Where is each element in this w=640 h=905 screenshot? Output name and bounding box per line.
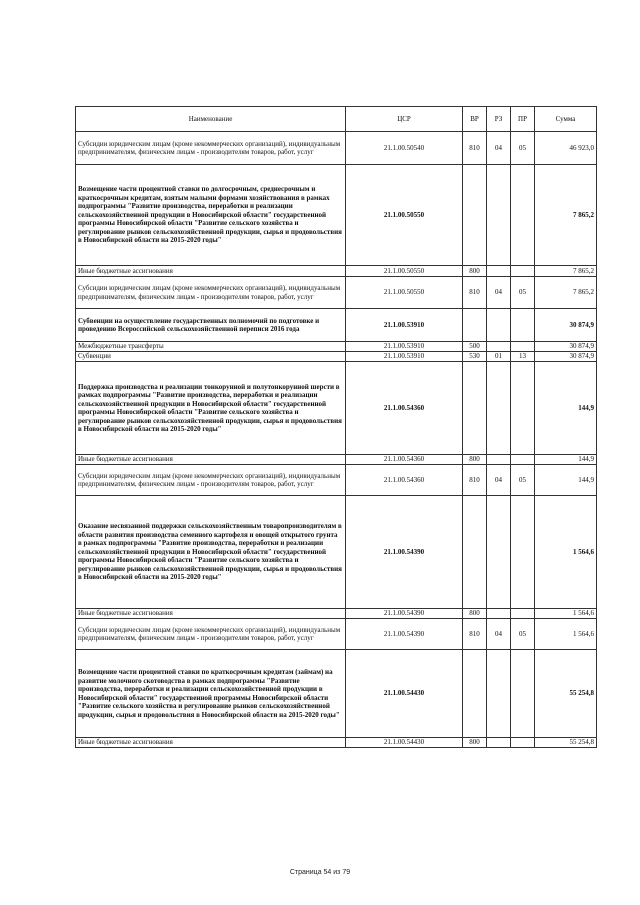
- row-code: 21.1.00.50540: [346, 132, 463, 165]
- row-pr: 05: [511, 277, 535, 309]
- table-row: [76, 352, 597, 362]
- row-name: Субсидии юридическим лицам (кроме некоммерческих организаций), индивидуальным предпринимателям, физическим лицам - производителям товаров, работ, услуг: [76, 277, 346, 309]
- row-rz: [487, 650, 511, 738]
- table-row: [76, 455, 597, 465]
- row-vr: 800: [463, 738, 487, 748]
- row-sum: 55 254,8: [535, 650, 597, 738]
- row-code: 21.1.00.54390: [346, 619, 463, 650]
- row-name: Межбюджетные трансферты: [76, 342, 346, 352]
- row-pr: [511, 266, 535, 277]
- row-name: Иные бюджетные ассигнования: [76, 609, 346, 619]
- row-rz: [487, 165, 511, 266]
- row-code: 21.1.00.54390: [346, 496, 463, 609]
- row-rz: 01: [487, 352, 511, 362]
- row-code: 21.1.00.50550: [346, 165, 463, 266]
- row-name: Субсидии юридическим лицам (кроме некоммерческих организаций), индивидуальным предпринимателям, физическим лицам - производителям товаров, работ, услуг: [76, 132, 346, 165]
- table-row: [76, 277, 597, 309]
- header-vr: ВР: [463, 107, 487, 132]
- row-vr: [463, 496, 487, 609]
- row-name: Субсидии юридическим лицам (кроме некоммерческих организаций), индивидуальным предпринимателям, физическим лицам - производителям товаров, работ, услуг: [76, 619, 346, 650]
- budget-table: [75, 106, 597, 748]
- row-rz: [487, 496, 511, 609]
- row-rz: [487, 309, 511, 342]
- row-code: 21.1.00.54390: [346, 609, 463, 619]
- table-row: [76, 362, 597, 455]
- row-rz: [487, 362, 511, 455]
- row-vr: 800: [463, 455, 487, 465]
- row-sum: 7 865,2: [535, 277, 597, 309]
- row-name: Оказание несвязанной поддержки сельскохозяйственным товаропроизводителям в области развития производства семенного картофеля и овощей открытого грунта в рамках подпрограммы "Развитие производства, переработки и реализации сельскохозяйственной продукции в Новосибирской области" государственной программы Новосибирской области "Развитие сельского хозяйства и регулирование рынков сельскохозяйственной продукции, сырья и продовольствия в Новосибирской области на 2015-2020 годы": [76, 496, 346, 609]
- row-rz: [487, 266, 511, 277]
- row-code: 21.1.00.54360: [346, 455, 463, 465]
- page-number: Страница 54 из 79: [289, 869, 351, 876]
- row-pr: 05: [511, 132, 535, 165]
- row-code: 21.1.00.54430: [346, 650, 463, 738]
- table-row: [76, 496, 597, 609]
- table-row: [76, 650, 597, 738]
- row-vr: [463, 362, 487, 455]
- row-vr: 500: [463, 342, 487, 352]
- row-pr: [511, 650, 535, 738]
- row-name: Субсидии юридическим лицам (кроме некоммерческих организаций), индивидуальным предпринимателям, физическим лицам - производителям товаров, работ, услуг: [76, 465, 346, 496]
- row-sum: 144,9: [535, 455, 597, 465]
- row-sum: 30 874,9: [535, 342, 597, 352]
- row-vr: [463, 309, 487, 342]
- header-rz: РЗ: [487, 107, 511, 132]
- row-rz: 04: [487, 132, 511, 165]
- row-vr: 530: [463, 352, 487, 362]
- header-pr: ПР: [511, 107, 535, 132]
- row-rz: [487, 455, 511, 465]
- row-rz: [487, 609, 511, 619]
- row-code: 21.1.00.50550: [346, 266, 463, 277]
- row-sum: 1 564,6: [535, 619, 597, 650]
- table-row: [76, 465, 597, 496]
- row-sum: 1 564,6: [535, 609, 597, 619]
- row-pr: [511, 309, 535, 342]
- header-code: ЦСР: [346, 107, 463, 132]
- header-name: Наименование: [76, 107, 346, 132]
- row-rz: 04: [487, 465, 511, 496]
- row-name: Субвенции: [76, 352, 346, 362]
- row-pr: 13: [511, 352, 535, 362]
- table-row: [76, 619, 597, 650]
- row-rz: [487, 342, 511, 352]
- row-sum: 30 874,9: [535, 309, 597, 342]
- row-pr: [511, 609, 535, 619]
- row-pr: [511, 165, 535, 266]
- row-name: Поддержка производства и реализации тонкорунной и полутонкорунной шерсти в рамках подпрограммы "Развитие производства, переработки и реализации сельскохозяйственной продукции в Новосибирской области" государственной программы Новосибирской области "Развитие сельского хозяйства и регулирование рынков сельскохозяйственной продукции, сырья и продовольствия в Новосибирской области на 2015-2020 годы": [76, 362, 346, 455]
- table-row: [76, 738, 597, 748]
- table-header-row: [76, 107, 597, 132]
- row-name: Возмещение части процентной ставки по краткосрочным кредитам (займам) на развитие молочного скотоводства в рамках подпрограммы "Развитие производства, переработки и реализации сельскохозяйственной продукции в Новосибирской области" государственной программы Новосибирской области "Развитие сельского хозяйства и регулирование рынков сельскохозяйственной продукции, сырья и продовольствия в Новосибирской области на 2015-2020 годы": [76, 650, 346, 738]
- table-row: [76, 342, 597, 352]
- row-vr: 800: [463, 266, 487, 277]
- row-sum: 144,9: [535, 465, 597, 496]
- row-vr: 810: [463, 619, 487, 650]
- row-sum: 7 865,2: [535, 266, 597, 277]
- row-vr: [463, 650, 487, 738]
- row-vr: 810: [463, 465, 487, 496]
- row-sum: 30 874,9: [535, 352, 597, 362]
- row-code: 21.1.00.54430: [346, 738, 463, 748]
- row-vr: [463, 165, 487, 266]
- row-pr: 05: [511, 465, 535, 496]
- row-name: Иные бюджетные ассигнования: [76, 738, 346, 748]
- row-code: 21.1.00.50550: [346, 277, 463, 309]
- table-row: [76, 609, 597, 619]
- row-name: Возмещение части процентной ставки по долгосрочным, среднесрочным и краткосрочным кредитам, взятым малыми формами хозяйствования в рамках подпрограммы "Развитие производства, переработки и реализации сельскохозяйственной продукции в Новосибирской области" государственной программы Новосибирской области "Развитие сельского хозяйства и регулирование рынков сельскохозяйственной продукции, сырья и продовольствия в Новосибирской области на 2015-2020 годы": [76, 165, 346, 266]
- row-pr: [511, 738, 535, 748]
- row-name: Иные бюджетные ассигнования: [76, 455, 346, 465]
- table-row: [76, 132, 597, 165]
- row-sum: 7 865,2: [535, 165, 597, 266]
- row-sum: 1 564,6: [535, 496, 597, 609]
- row-rz: [487, 738, 511, 748]
- row-code: 21.1.00.54360: [346, 362, 463, 455]
- row-pr: 05: [511, 619, 535, 650]
- row-pr: [511, 362, 535, 455]
- row-vr: 810: [463, 277, 487, 309]
- table-row: [76, 165, 597, 266]
- row-sum: 46 923,0: [535, 132, 597, 165]
- row-code: 21.1.00.53910: [346, 352, 463, 362]
- row-name: Иные бюджетные ассигнования: [76, 266, 346, 277]
- row-pr: [511, 342, 535, 352]
- row-code: 21.1.00.53910: [346, 342, 463, 352]
- row-code: 21.1.00.53910: [346, 309, 463, 342]
- table-row: [76, 309, 597, 342]
- header-sum: Сумма: [535, 107, 597, 132]
- row-pr: [511, 496, 535, 609]
- row-vr: 810: [463, 132, 487, 165]
- row-name: Субвенции на осуществление государственных полномочий по подготовке и проведению Всероссийской сельскохозяйственной переписи 2016 года: [76, 309, 346, 342]
- row-vr: 800: [463, 609, 487, 619]
- row-rz: 04: [487, 619, 511, 650]
- table-row: [76, 266, 597, 277]
- row-sum: 144,9: [535, 362, 597, 455]
- row-code: 21.1.00.54360: [346, 465, 463, 496]
- row-pr: [511, 455, 535, 465]
- row-sum: 55 254,8: [535, 738, 597, 748]
- row-rz: 04: [487, 277, 511, 309]
